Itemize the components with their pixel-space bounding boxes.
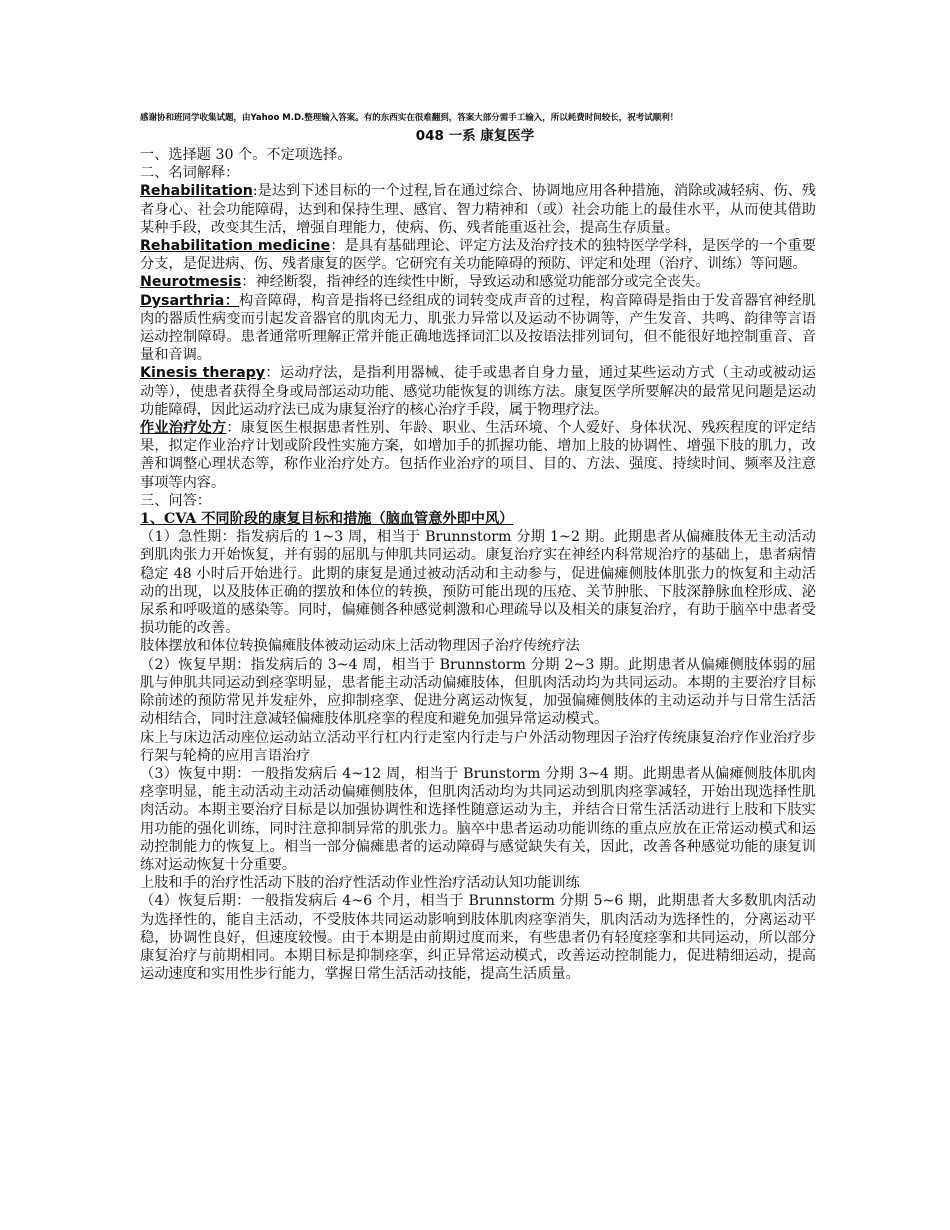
definition-text: 构音障碍，构音是指将已经组成的词转变成声音的过程，构音障碍是指由于发音器官神经肌肉的器质性病变而引起发音器官的肌肉无力、肌张力异常以及运动不协调等，产生发音、共鸣、韵律等言语运动控制障碍。患者通常听理解正常并能正确地选择词汇以及按语法排列词句，但不能很好地控制重音、音量和音调。 <box>140 292 816 364</box>
measures-line: 上肢和手的治疗性活动下肢的治疗性活动作业性治疗活动认知功能训练 <box>140 875 580 892</box>
section-qa: 三、问答： <box>140 492 211 509</box>
answer-paragraph: （3）恢复中期：一般指发病后 4~12 周，相当于 Brunstorm 分期 3~4 期。此期患者从偏瘫侧肢体肌肉痉挛明显，能主动活动主动活动偏瘫侧肢体，但肌肉活动均为共同运动到肌肉痉挛减轻，开始出现选择性肌肉活动。本期主要治疗目标是以加强协调性和选择性随意运动为主，并结合日常生活活动进行上肢和下肢实用功能的强化训练，同时注意抑制异常的肌张力。脑卒中患者运动功能训练的重点应放在正常运动模式和运动控制能力的恢复上。相当一部分偏瘫患者的运动障碍与感觉缺失有关，因此，改善各种感觉功能的康复训练对运动恢复十分重要。 <box>140 765 816 873</box>
definition-text: :是达到下述目标的一个过程,旨在通过综合、协调地应用各种措施，消除或减轻病、伤、残者身心、社会功能障碍，达到和保持生理、感官、智力精神和（或）社会功能上的最佳水平，从而使其借助某种手段，改变其生活，增强自理能力，使病、伤、残者能重返社会，提高生存质量。 <box>140 183 816 236</box>
answer-paragraph: （4）恢复后期：一般指发病后 4~6 个月，相当于 Brunnstorm 分期 5~6 期，此期患者大多数肌肉活动为选择性的，能自主活动，不受肢体共同运动影响到肢体肌肉痉挛消失，肌肉活动为选择性的，分离运动平稳，协调性良好，但速度较慢。由于本期是由前期过度而来，有些患者仍有轻度痉挛和共同运动，所以部分康复治疗与前期相同。本期目标是抑制痉挛，纠正异常运动模式，改善运动控制能力，促进精细运动，提高运动速度和实用性步行能力，掌握日常生活活动技能，提高生活质量。 <box>140 893 816 983</box>
definition-term: Rehabilitation medicine <box>140 238 331 255</box>
definition-text: ：神经断裂，指神经的连续性中断，导致运动和感觉功能部分或完全丧失。 <box>241 274 710 291</box>
definition-item <box>140 237 816 273</box>
measures-line: 肢体摆放和体位转换偏瘫肢体被动运动床上活动物理因子治疗传统疗法 <box>140 638 580 655</box>
definition-item <box>140 419 816 492</box>
measures-line: 床上与床边活动座位运动站立活动平行杠内行走室内行走与户外活动物理因子治疗传统康复治疗作业治疗步行架与轮椅的应用言语治疗 <box>140 729 816 764</box>
definition-term: Kinesis therapy <box>140 365 266 382</box>
section-terms: 二、名词解释： <box>140 165 240 182</box>
section-choice: 一、选择题 30 个。不定项选择。 <box>140 147 352 163</box>
document-body <box>140 146 816 983</box>
definition-text: ：是具有基础理论、评定方法及治疗技术的独特医学学科，是医学的一个重要分支，是促进病、伤、残者康复的医学。它研究有关功能障碍的预防、评定和处理（治疗、训练）等问题。 <box>140 238 816 273</box>
header-notice: 感谢协和班同学收集试题，由Yahoo M.D.整理输入答案。有的东西实在很难翻到，答案大部分需手工输入，所以耗费时间较长，祝考试顺利！ <box>140 113 679 123</box>
definition-item <box>140 364 816 419</box>
definition-term: Neurotmesis <box>140 274 242 291</box>
definition-text: ：运动疗法，是指利用器械、徒手或患者自身力量，通过某些运动方式（主动或被动运动等），使患者获得全身或局部运动功能、感觉功能恢复的训练方法。康复医学所要解决的最常见问题是运动功能障碍，因此运动疗法已成为康复治疗的核心治疗手段，属于物理疗法。 <box>140 365 816 418</box>
question-title: 1、CVA 不同阶段的康复目标和措施（脑血管意外即中风） <box>140 511 514 528</box>
answer-paragraph: （1）急性期：指发病后的 1~3 周，相当于 Brunnstorm 分期 1~2 期。此期患者从偏瘫肢体无主动活动到肌肉张力开始恢复，并有弱的屈肌与伸肌共同运动。康复治疗实在神经内科常规治疗的基础上，患者病情稳定 48 小时后开始进行。此期的康复是通过被动活动和主动参与，促进偏瘫侧肢体肌张力的恢复和主动活动的出现，以及肢体正确的摆放和体位的转换，预防可能出现的压疮、关节肿胀、下肢深静脉血栓形成、泌尿系和呼吸道的感染等。同时，偏瘫侧各种感觉刺激和心理疏导以及相关的康复治疗，有助于脑卒中患者受损功能的改善。 <box>140 529 816 637</box>
definition-term: Rehabilitation <box>140 183 253 200</box>
definition-term: Dysarthria： <box>140 292 240 309</box>
definition-item <box>140 182 816 237</box>
definition-item <box>140 292 816 365</box>
answer-paragraph: （2）恢复早期：指发病后的 3~4 周，相当于 Brunnstorm 分期 2~3 期。此期患者从偏瘫侧肢体弱的屈肌与伸肌共同运动到痉挛明显，患者能主动活动偏瘫肢体，但肌肉活动均为共同运动。本期的主要治疗目标除前述的预防常见并发症外，应抑制痉挛、促进分离运动恢复，加强偏瘫侧肢体的主动运动并与日常生活活动相结合，同时注意减轻偏瘫肢体肌痉挛的程度和避免加强异常运动模式。 <box>140 656 816 728</box>
definition-term: 作业治疗处方 <box>140 420 227 437</box>
definition-text: ：康复医生根据患者性别、年龄、职业、生活环境、个人爱好、身体状况、残疾程度的评定结果，拟定作业治疗计划或阶段性实施方案，如增加手的抓握功能、增加上肢的协调性、增强下肢的肌力，改善和调整心理状态等，称作业治疗处方。包括作业治疗的项目、目的、方法、强度、持续时间、频率及注意事项等内容。 <box>140 420 816 491</box>
definition-item <box>140 273 816 291</box>
page-title: 048 一系 康复医学 <box>415 128 535 144</box>
